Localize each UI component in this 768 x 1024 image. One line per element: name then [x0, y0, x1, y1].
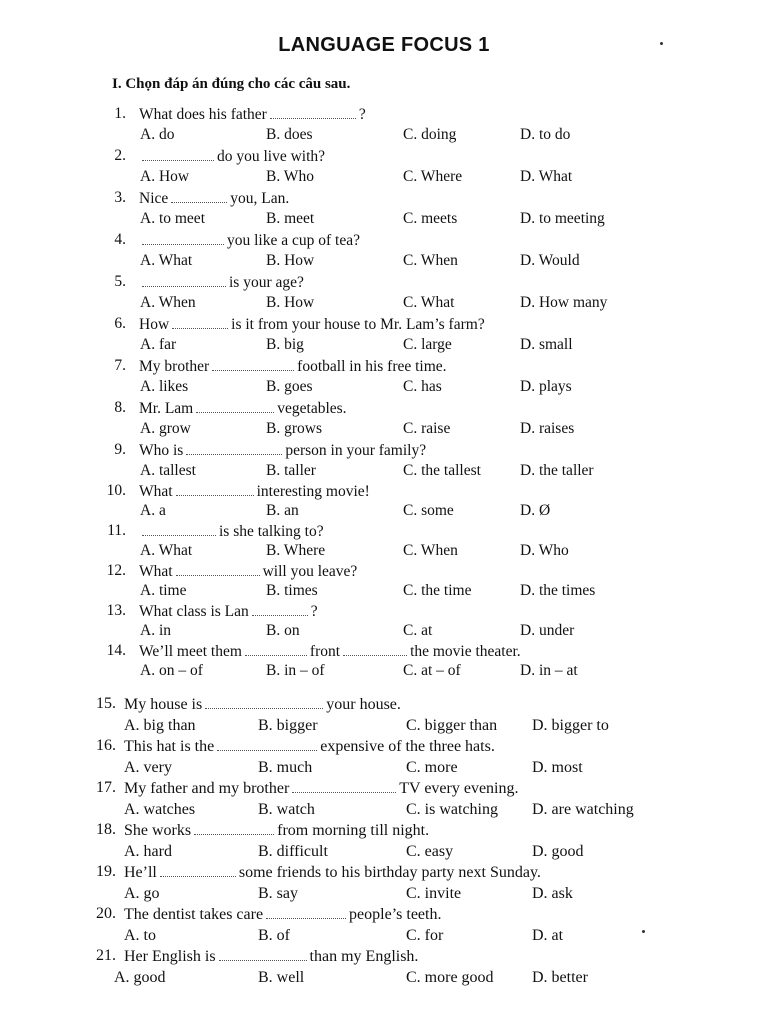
stem-text: will you leave?	[262, 563, 358, 580]
answer-blank	[212, 356, 294, 371]
stem-text: interesting movie!	[256, 483, 370, 500]
answer-option-b: B. grows	[266, 420, 322, 437]
answer-option-d: D. Would	[520, 252, 580, 269]
answer-option-d: D. Ø	[520, 502, 551, 519]
answer-option-b: B. difficult	[258, 843, 328, 860]
answer-blank	[270, 104, 356, 119]
question-number: 6.	[114, 315, 126, 332]
question-number: 10.	[106, 482, 126, 499]
question-stem	[139, 314, 485, 335]
stem-text: What class is Lan	[139, 603, 249, 620]
question-stem	[139, 521, 324, 542]
stem-text: What does his father	[139, 106, 267, 123]
stem-text: from morning till night.	[277, 822, 430, 839]
answer-option-c: C. more	[406, 759, 458, 776]
stem-text: We’ll meet them	[139, 643, 242, 660]
answer-option-c: C. has	[403, 378, 442, 395]
question-stem	[139, 188, 289, 209]
answer-option-d: D. good	[532, 843, 584, 860]
question-number: 13.	[106, 602, 126, 619]
answer-option-c: C. for	[406, 927, 444, 944]
stem-text: your house.	[326, 696, 401, 713]
answer-blank	[217, 736, 317, 751]
answer-option-a: A. in	[140, 622, 171, 639]
answer-option-a: A. very	[124, 759, 172, 776]
question-number: 3.	[114, 189, 126, 206]
answer-option-d: D. to meeting	[520, 210, 605, 227]
stem-text: do you live with?	[217, 148, 326, 165]
question-stem	[124, 820, 429, 841]
stem-text: Her English is	[124, 948, 216, 965]
stem-text: ?	[310, 603, 318, 620]
answer-option-c: C. When	[403, 542, 458, 559]
answer-blank	[194, 820, 274, 835]
answer-blank	[343, 641, 407, 656]
answer-option-b: B. big	[266, 336, 304, 353]
answer-option-a: A. go	[124, 885, 160, 902]
stem-text: front	[309, 643, 341, 660]
stem-text: The dentist takes care	[124, 906, 264, 923]
question-number: 12.	[106, 562, 126, 579]
answer-option-d: D. Who	[520, 542, 569, 559]
question-number: 16.	[96, 737, 116, 754]
answer-option-c: C. large	[403, 336, 452, 353]
answer-option-b: B. How	[266, 294, 315, 311]
question-stem	[124, 862, 541, 883]
answer-option-a: A. tallest	[140, 462, 196, 479]
stem-text: She works	[124, 822, 192, 839]
stem-text: This hat is the	[124, 738, 215, 755]
question-stem	[139, 272, 304, 293]
section-heading: I. Chọn đáp án đúng cho các câu sau.	[112, 76, 351, 92]
answer-option-a: A. hard	[124, 843, 172, 860]
answer-option-d: D. bigger to	[532, 717, 609, 734]
question-stem	[139, 104, 366, 125]
stem-text: What	[139, 483, 173, 500]
scan-speck	[642, 930, 645, 933]
answer-option-b: B. well	[258, 969, 305, 986]
answer-option-c: C. Where	[403, 168, 463, 185]
answer-option-d: D. plays	[520, 378, 572, 395]
question-number: 17.	[96, 779, 116, 796]
question-number: 4.	[114, 231, 126, 248]
answer-option-c: C. meets	[403, 210, 458, 227]
answer-blank	[176, 561, 260, 576]
answer-option-c: C. the time	[403, 582, 472, 599]
answer-option-b: B. meet	[266, 210, 315, 227]
answer-blank	[142, 272, 226, 287]
answer-option-d: D. How many	[520, 294, 608, 311]
question-number: 11.	[107, 522, 126, 539]
answer-blank	[172, 314, 228, 329]
question-number: 21.	[96, 947, 116, 964]
answer-option-b: B. goes	[266, 378, 313, 395]
answer-option-a: A. do	[140, 126, 175, 143]
stem-text: My brother	[139, 358, 210, 375]
answer-option-b: B. Who	[266, 168, 314, 185]
question-number: 14.	[106, 642, 126, 659]
answer-option-b: B. on	[266, 622, 300, 639]
answer-blank	[171, 188, 227, 203]
stem-text: What	[139, 563, 173, 580]
stem-text: ?	[358, 106, 366, 123]
stem-text: My house is	[124, 696, 203, 713]
stem-text: Who is	[139, 442, 184, 459]
stem-text: people’s teeth.	[349, 906, 442, 923]
answer-option-b: B. of	[258, 927, 290, 944]
answer-option-c: C. doing	[403, 126, 457, 143]
answer-option-a: A. likes	[140, 378, 189, 395]
stem-text: you like a cup of tea?	[227, 232, 360, 249]
answer-option-a: A. What	[140, 252, 193, 269]
answer-option-d: D. under	[520, 622, 575, 639]
answer-option-c: C. easy	[406, 843, 454, 860]
answer-option-c: C. is watching	[406, 801, 498, 818]
question-stem	[139, 601, 318, 622]
answer-option-d: D. small	[520, 336, 573, 353]
answer-blank	[219, 946, 307, 961]
answer-option-a: A. on – of	[140, 662, 203, 679]
answer-option-b: B. How	[266, 252, 315, 269]
answer-option-d: D. to do	[520, 126, 571, 143]
answer-option-d: D. at	[532, 927, 564, 944]
stem-text: is she talking to?	[219, 523, 324, 540]
stem-text: you, Lan.	[230, 190, 290, 207]
answer-option-d: D. in – at	[520, 662, 578, 679]
question-number: 15.	[96, 695, 116, 712]
answer-option-c: C. raise	[403, 420, 451, 437]
answer-option-d: D. What	[520, 168, 573, 185]
stem-text: the movie theater.	[410, 643, 521, 660]
question-stem	[124, 778, 519, 799]
answer-option-c: C. When	[403, 252, 458, 269]
question-stem	[139, 230, 360, 251]
stem-text: How	[139, 316, 170, 333]
stem-text: vegetables.	[277, 400, 347, 417]
answer-option-d: D. are watching	[532, 801, 634, 818]
answer-option-a: A. watches	[124, 801, 196, 818]
answer-option-d: D. ask	[532, 885, 573, 902]
answer-option-a: A. time	[140, 582, 187, 599]
answer-option-a: A. to meet	[140, 210, 205, 227]
answer-option-c: C. bigger than	[406, 717, 498, 734]
stem-text: some friends to his birthday party next Sunday.	[238, 864, 541, 881]
answer-blank	[292, 778, 396, 793]
answer-option-c: C. at	[403, 622, 433, 639]
question-number: 2.	[114, 147, 126, 164]
question-stem	[139, 356, 447, 377]
stem-text: Mr. Lam	[139, 400, 194, 417]
question-stem	[124, 736, 495, 757]
answer-option-c: C. the tallest	[403, 462, 481, 479]
answer-option-d: D. most	[532, 759, 583, 776]
stem-text: person in your family?	[285, 442, 427, 459]
answer-option-a: A. What	[140, 542, 193, 559]
answer-option-a: A. grow	[140, 420, 191, 437]
stem-text: TV every evening.	[399, 780, 519, 797]
answer-option-b: B. an	[266, 502, 299, 519]
answer-option-d: D. better	[532, 969, 588, 986]
question-number: 8.	[114, 399, 126, 416]
answer-option-b: B. in – of	[266, 662, 325, 679]
question-stem	[139, 641, 521, 662]
answer-option-c: C. What	[403, 294, 455, 311]
question-stem	[124, 904, 441, 925]
answer-option-c: C. some	[403, 502, 454, 519]
question-stem	[124, 946, 418, 967]
answer-option-c: C. more good	[406, 969, 494, 986]
answer-blank	[142, 146, 214, 161]
answer-option-d: D. the times	[520, 582, 596, 599]
stem-text: expensive of the three hats.	[320, 738, 495, 755]
question-number: 7.	[114, 357, 126, 374]
question-stem	[139, 146, 325, 167]
answer-blank	[196, 398, 274, 413]
answer-blank	[205, 694, 323, 709]
answer-option-a: A. How	[140, 168, 190, 185]
scan-speck	[660, 42, 663, 45]
stem-text: football in his free time.	[297, 358, 447, 375]
question-stem	[139, 481, 370, 502]
question-number: 18.	[96, 821, 116, 838]
question-stem	[139, 440, 426, 461]
stem-text: He’ll	[124, 864, 157, 881]
answer-option-b: B. say	[258, 885, 298, 902]
answer-option-d: D. the taller	[520, 462, 594, 479]
answer-option-a: A. a	[140, 502, 166, 519]
answer-option-b: B. watch	[258, 801, 315, 818]
question-number: 19.	[96, 863, 116, 880]
question-number: 1.	[114, 105, 126, 122]
answer-blank	[160, 862, 236, 877]
answer-option-d: D. raises	[520, 420, 575, 437]
stem-text: than my English.	[309, 948, 419, 965]
question-stem	[124, 694, 401, 715]
question-number: 5.	[114, 273, 126, 290]
answer-option-a: A. When	[140, 294, 196, 311]
answer-option-a: A. to	[124, 927, 156, 944]
stem-text: My father and my brother	[124, 780, 290, 797]
answer-option-b: B. times	[266, 582, 318, 599]
answer-blank	[252, 601, 308, 616]
answer-option-b: B. taller	[266, 462, 316, 479]
question-number: 20.	[96, 905, 116, 922]
stem-text: Nice	[139, 190, 169, 207]
stem-text: is it from your house to Mr. Lam’s farm?	[231, 316, 485, 333]
answer-blank	[142, 521, 216, 536]
question-number: 9.	[114, 441, 126, 458]
answer-blank	[186, 440, 282, 455]
answer-blank	[142, 230, 224, 245]
answer-blank	[176, 481, 254, 496]
answer-blank	[245, 641, 307, 656]
answer-option-a: A. far	[140, 336, 177, 353]
answer-option-b: B. much	[258, 759, 313, 776]
answer-blank	[266, 904, 346, 919]
page-title: LANGUAGE FOCUS 1	[278, 34, 490, 56]
question-stem	[139, 561, 357, 582]
answer-option-b: B. Where	[266, 542, 326, 559]
answer-option-c: C. at – of	[403, 662, 461, 679]
answer-option-c: C. invite	[406, 885, 462, 902]
answer-option-a: A. good	[114, 969, 166, 986]
stem-text: is your age?	[229, 274, 304, 291]
answer-option-b: B. does	[266, 126, 313, 143]
answer-option-b: B. bigger	[258, 717, 318, 734]
question-stem	[139, 398, 347, 419]
answer-option-a: A. big than	[124, 717, 196, 734]
